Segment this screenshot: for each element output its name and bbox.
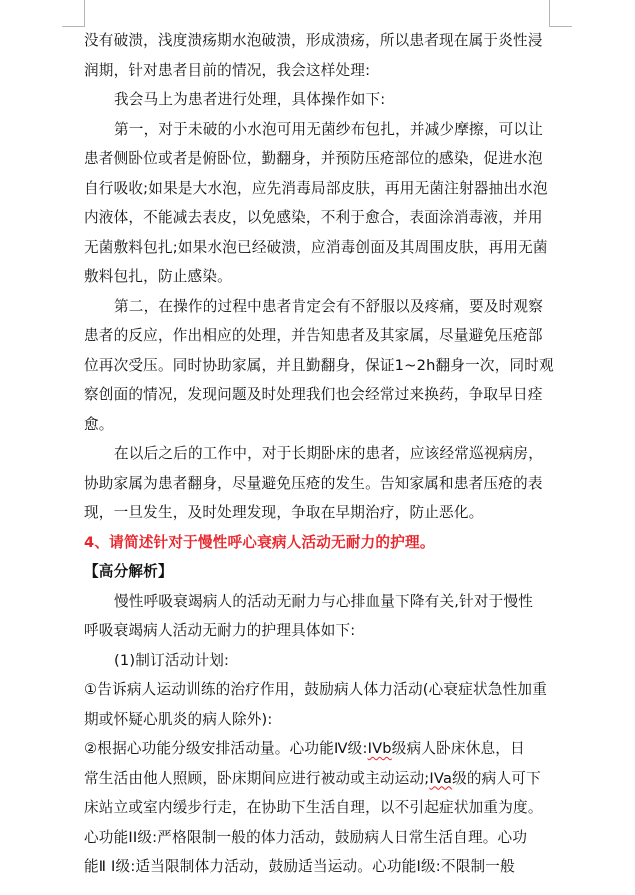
text-line: 润期，针对患者目前的情况，我会这样处理: xyxy=(84,61,371,79)
text-line: (1)制订活动计划: xyxy=(114,651,230,669)
text-line: 现，一旦发生，及时处理发现，争取在早期治疗，防止恶化。 xyxy=(84,504,484,521)
text-line: 内液体，不能减去表皮，以免感染，不利于愈合，表面涂消毒液，并用 xyxy=(84,209,543,226)
text-line: 无菌敷料包扎;如果水泡已经破溃，应消毒创面及其周围皮肤，再用无菌 xyxy=(84,238,548,256)
text-line: 呼吸衰竭病人活动无耐力的护理具体如下: xyxy=(84,622,356,639)
text-segment: 常生活由他人照顾，卧床期间应进行被动或主动运动; xyxy=(84,769,430,787)
text-line: 我会马上为患者进行处理，具体操作如下: xyxy=(114,91,386,108)
text-segment: ②根据心功能分级安排活动量。心功能Ⅳ级: xyxy=(84,740,368,757)
text-line: 第一，对于未破的小水泡可用无菌纱布包扎，并减少摩擦，可以让 xyxy=(114,120,544,138)
text-line: 患者侧卧位或者是俯卧位，勤翻身，并预防压疮部位的感染，促进水泡 xyxy=(84,150,543,167)
text-line: 第二，在操作的过程中患者肯定会有不舒服以及疼痛，要及时观察 xyxy=(114,297,544,315)
text-segment: 级的病人可下 xyxy=(452,769,541,787)
text-line: ①告诉病人运动训练的治疗作用，鼓励病人体力活动(心衰症状急性加重 xyxy=(84,681,547,698)
text-line: 患者的反应，作出相应的处理，并告知患者及其家属，尽量避免压疮部 xyxy=(84,327,543,344)
text-line: 在以后之后的工作中，对于长期卧床的患者，应该经常巡视病房， xyxy=(114,445,544,462)
text-line: 慢性呼吸衰竭病人的活动无耐力与心排血量下降有关,针对于慢性 xyxy=(114,592,534,610)
text-line: 没有破溃，浅度溃疡期水泡破溃，形成溃疡，所以患者现在属于炎性浸 xyxy=(84,32,543,49)
text-line: 床站立或室内缓步行走，在协助下生活自理，以不引起症状加重为度。 xyxy=(84,799,543,816)
text-segment: 级病人卧床休息，日 xyxy=(391,740,525,757)
page-corner-mark-top-left xyxy=(62,0,85,27)
analysis-heading: 【高分解析】 xyxy=(84,563,173,580)
spellcheck-flagged-text: IVa xyxy=(429,769,453,787)
text-line: 敷料包扎，防止感染。 xyxy=(84,268,232,285)
spellcheck-flagged-text: IVb xyxy=(367,740,392,757)
text-line xyxy=(84,769,552,789)
text-line: 心功能II级:严格限制一般的体力活动，鼓励病人日常生活自理。心功 xyxy=(84,828,528,846)
text-line: 协助家属为患者翻身，尽量避免压疮的发生。告知家属和患者压疮的表 xyxy=(84,474,543,492)
text-line: 位再次受压。同时协助家属，并且勤翻身，保证1~2h翻身一次，同时观 xyxy=(84,356,554,374)
page-corner-mark-top-right xyxy=(549,0,572,27)
text-line: 能Ⅱ I级:适当限制体力活动，鼓励适当运动。心功能Ⅰ级:不限制一般 xyxy=(84,858,515,875)
text-line: 愈。 xyxy=(84,415,114,433)
document-body xyxy=(84,31,552,887)
text-line: 自行吸收;如果是大水泡，应先消毒局部皮肤，再用无菌注射器抽出水泡 xyxy=(84,179,548,197)
text-line: 察创面的情况，发现问题及时处理我们也会经常过来换药，争取早日痊 xyxy=(84,386,543,403)
question-heading: 4、请简述针对于慢性呼心衰病人活动无耐力的护理。 xyxy=(84,533,435,551)
text-line: 期或怀疑心肌炎的病人除外): xyxy=(84,710,273,728)
text-line xyxy=(84,739,552,759)
